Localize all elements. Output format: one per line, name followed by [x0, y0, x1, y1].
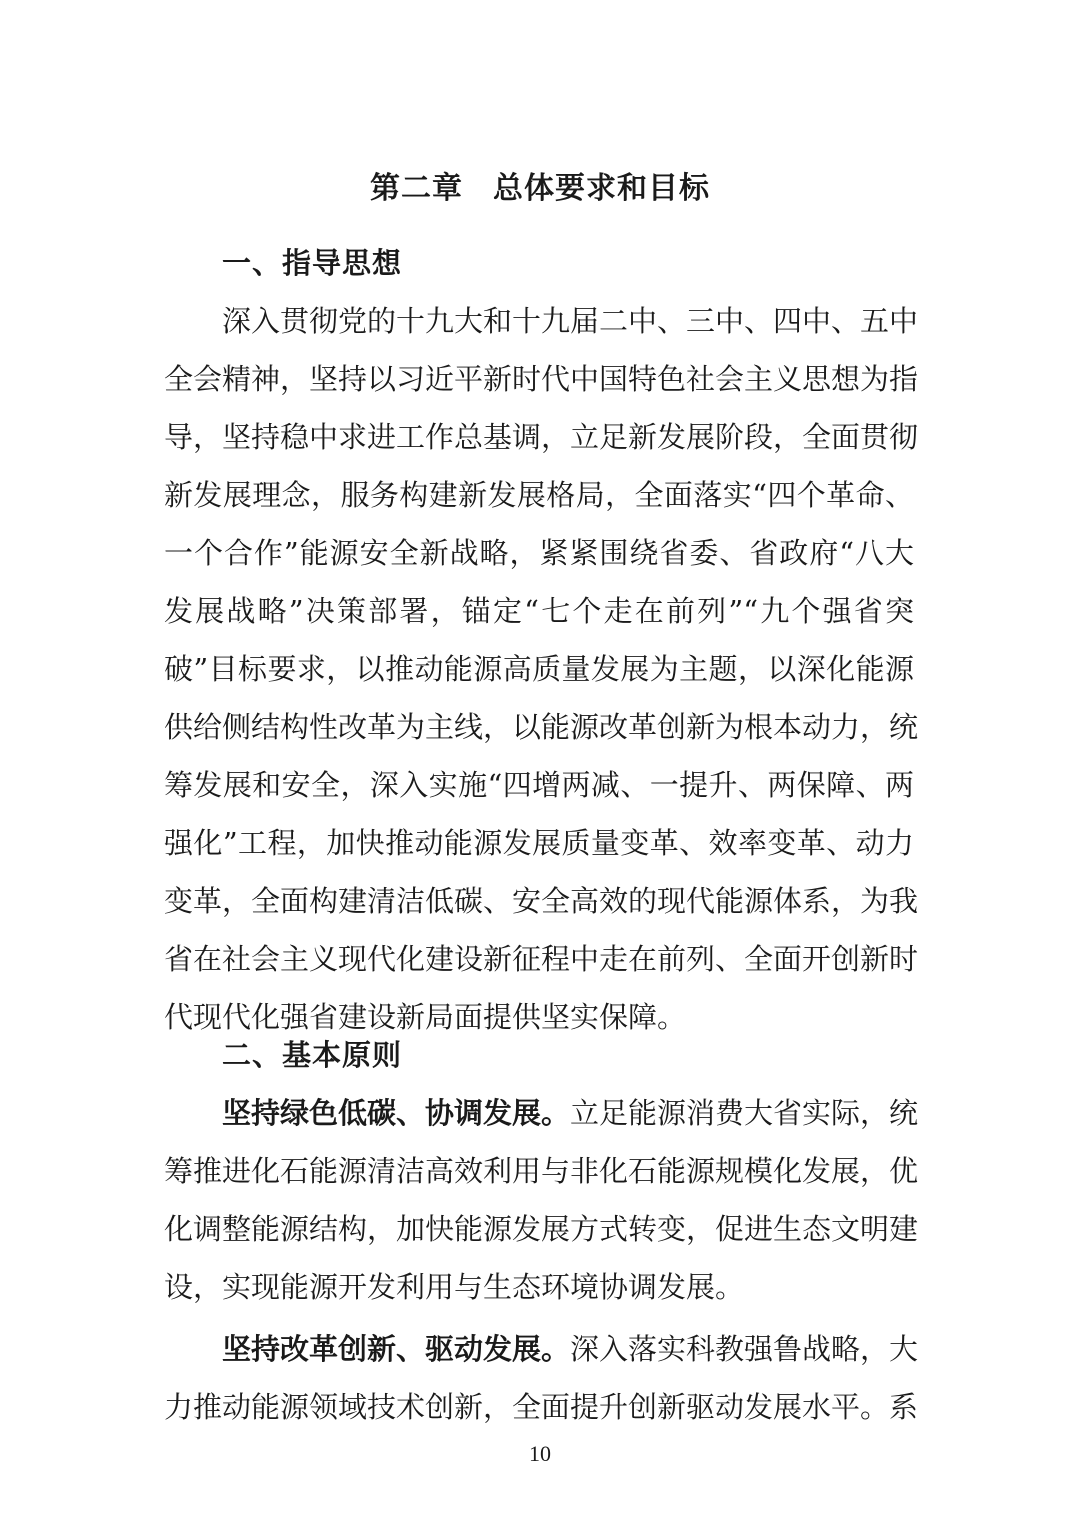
- principle-text: 立足能源消费大省实际，统: [570, 1096, 919, 1130]
- paragraph-line: 破”目标要求，以推动能源高质量发展为主题，以深化能源: [164, 652, 914, 686]
- section-heading-guiding-ideology: 一、指导思想: [222, 246, 403, 280]
- paragraph-line: 力推动能源领域技术创新，全面提升创新驱动发展水平。系: [164, 1390, 919, 1424]
- principle-first-line: [222, 1320, 919, 1378]
- paragraph-line: 设，实现能源开发利用与生态环境协调发展。: [164, 1270, 745, 1304]
- principle-lead: 坚持改革创新、驱动发展。: [222, 1332, 571, 1366]
- paragraph-line: 强化”工程，加快推动能源发展质量变革、效率变革、动力: [164, 826, 914, 860]
- chapter-title: [0, 164, 1080, 214]
- paragraph-line: 代现代化强省建设新局面提供坚实保障。: [164, 1000, 687, 1034]
- paragraph-line: 筹推进化石能源清洁高效利用与非化石能源规模化发展，优: [164, 1154, 919, 1188]
- principle-lead: 坚持绿色低碳、协调发展。: [222, 1096, 571, 1130]
- paragraph-line: 深入贯彻党的十九大和十九届二中、三中、四中、五中: [222, 304, 919, 338]
- chapter-name: 总体要求和目标: [493, 171, 710, 206]
- paragraph-line: 省在社会主义现代化建设新征程中走在前列、全面开创新时: [164, 942, 919, 976]
- chapter-number: 第二章: [370, 171, 463, 206]
- paragraph-line: 筹发展和安全，深入实施“四增两减、一提升、两保障、两: [164, 768, 914, 802]
- principle-first-line: [222, 1084, 919, 1142]
- section-heading-basic-principles: 二、基本原则: [222, 1038, 403, 1072]
- paragraph-line: 供给侧结构性改革为主线，以能源改革创新为根本动力，统: [164, 710, 919, 744]
- paragraph-line: 发展战略”决策部署，锚定“七个走在前列”“九个强省突: [164, 594, 914, 628]
- principle-text: 深入落实科教强鲁战略，大: [570, 1332, 919, 1366]
- paragraph-line: 导，坚持稳中求进工作总基调，立足新发展阶段，全面贯彻: [164, 420, 919, 454]
- paragraph-line: 全会精神，坚持以习近平新时代中国特色社会主义思想为指: [164, 362, 919, 396]
- page-number: 10: [529, 1441, 551, 1466]
- paragraph-line: 变革，全面构建清洁低碳、安全高效的现代能源体系，为我: [164, 884, 919, 918]
- paragraph-line: 新发展理念，服务构建新发展格局，全面落实“四个革命、: [164, 478, 914, 512]
- paragraph-line: 化调整能源结构，加快能源发展方式转变，促进生态文明建: [164, 1212, 919, 1246]
- paragraph-line: 一个合作”能源安全新战略，紧紧围绕省委、省政府“八大: [164, 536, 914, 570]
